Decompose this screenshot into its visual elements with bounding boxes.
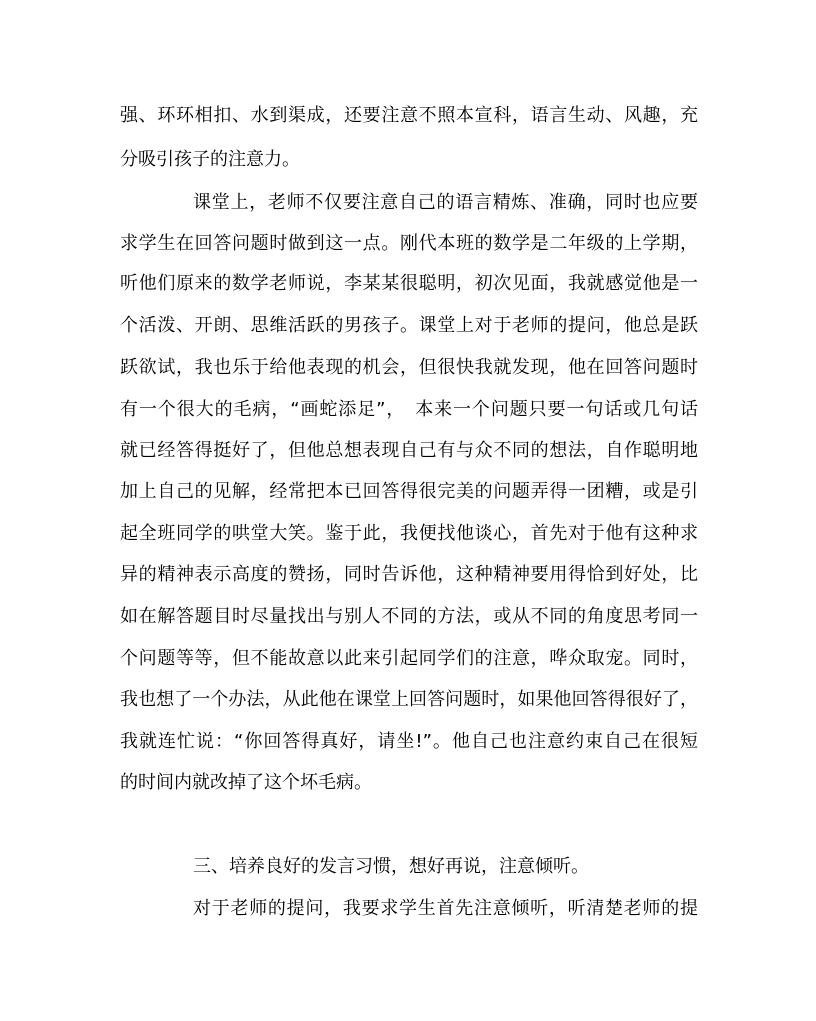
text-line-1: 强、环环相扣、水到渠成，还要注意不照本宣科，语言生动、风趣，充 [120,105,698,126]
text-line-10: 加上自己的见解，经常把本已回答得很完美的问题弄得一团糟，或是引 [120,481,698,502]
text-line-9: 就已经答得挺好了，但他总想表现自己有与众不同的想法，自作聪明地 [120,440,698,461]
section-heading: 三、培养良好的发言习惯，想好再说，注意倾听。 [193,856,589,877]
paragraph-first-line: 课堂上，老师不仅要注意自己的语言精炼、准确，同时也应要 [193,192,698,213]
text-line-11: 起全班同学的哄堂大笑。鉴于此，我便找他谈心，首先对于他有这种求 [120,523,698,544]
paragraph-first-line: 对于老师的提问，我要求学生首先注意倾听，听清楚老师的提 [193,898,698,919]
text-line-13: 如在解答题目时尽量找出与别人不同的方法，或从不同的角度思考同一 [120,606,698,627]
text-line-5: 听他们原来的数学老师说，李某某很聪明，初次见面，我就感觉他是一 [120,273,698,294]
text-line-2: 分吸引孩子的注意力。 [120,149,300,170]
text-line-12: 异的精神表示高度的赞扬，同时告诉他，这种精神要用得恰到好处，比 [120,564,698,585]
text-line-17: 的时间内就改掉了这个坏毛病。 [120,772,372,793]
text-line-15: 我也想了一个办法，从此他在课堂上回答问题时，如果他回答得很好了， [120,689,698,710]
text-line-6: 个活泼、开朗、思维活跃的男孩子。课堂上对于老师的提问，他总是跃 [120,315,698,336]
text-line-7: 跃欲试，我也乐于给他表现的机会，但很快我就发现，他在回答问题时 [120,357,698,378]
text-line-4: 求学生在回答问题时做到这一点。刚代本班的数学是二年级的上学期， [120,233,698,254]
text-line-14: 个问题等等，但不能故意以此来引起同学们的注意，哗众取宠。同时， [120,648,698,669]
text-line-8: 有一个很大的毛病，“画蛇添足”， 本来一个问题只要一句话或几句话 [120,399,698,420]
text-line-16: 我就连忙说：“你回答得真好，请坐!”。他自己也注意约束自己在很短 [120,731,698,752]
